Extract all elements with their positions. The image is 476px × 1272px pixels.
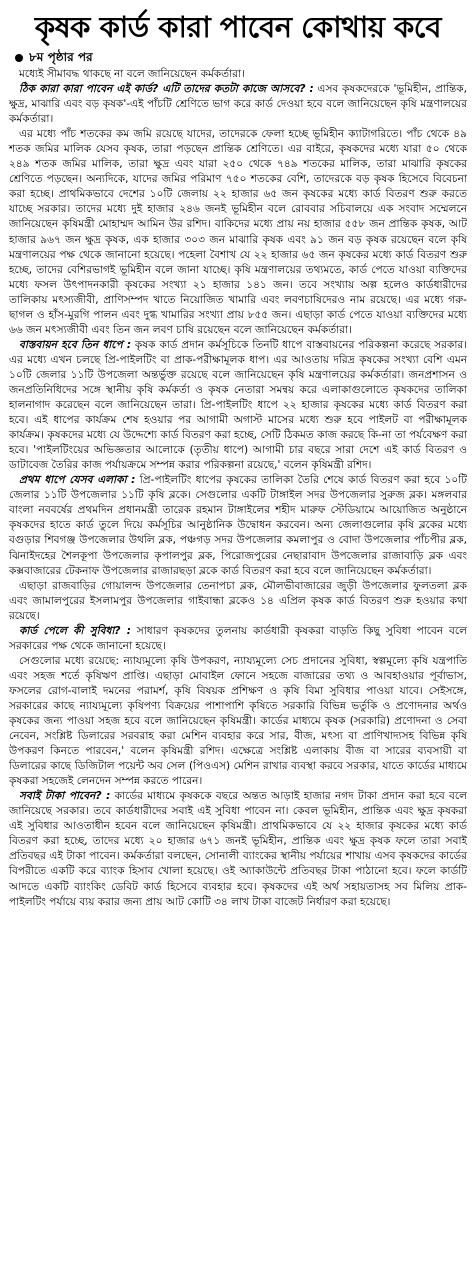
- continued-from-label: ৮ম পৃষ্ঠার পর: [29, 50, 93, 64]
- paragraph-text: এছাড়া রাজবাড়ির গোয়ালন্দ উপজেলার তেনাপচা ব্লক, মৌলভীবাজারের জুড়ী উপজেলার ফুলতলা ব্লক এবং জামালপুরের ইসলামপুর উপজেলার গাইবান্ধা ব্লকেও ১৪ এপ্রিল কৃষক কার্ড বিতরণ শুরু হওয়ার কথা রয়েছে।: [9, 579, 467, 622]
- paragraph: [9, 338, 467, 473]
- paragraph-text: সাধারণ কৃষকদের তুলনায় কার্ডধারী কৃষকরা বাড়তি কিছু সুবিধা পাবেন বলে সরকারের পক্ষ থেকে জানানো হয়েছে।: [9, 624, 468, 652]
- section-heading: কার্ড পেলে কী সুবিধা? :: [19, 624, 131, 637]
- section-heading: ঠিক কারা কারা পাবেন এই কার্ড? এটি তাদের কতটা কাজে আসবে? :: [19, 83, 314, 96]
- section-heading: প্রথম ধাপে যেসব এলাকা :: [19, 474, 136, 487]
- intro-paragraph: [9, 67, 467, 82]
- paragraph: [9, 127, 467, 338]
- paragraph-text: এসব কৃষকদেরকে 'ভূমিহীন, প্রান্তিক, ক্ষুদ্র, মাঝারি এবং বড় কৃষক'-এই পাঁচটি শ্রেণিতে ভাগ করে কার্ড দেওয়া হবে বলে জানিয়েছেন কৃষি মন্ত্রণালয়ের কর্মকর্তারা।: [9, 83, 467, 126]
- paragraph-text: প্রি-পাইলটিং ধাপের কৃষকের তালিকা তৈরি শেষে কার্ড বিতরণ করা হবে ১০টি জেলার ১১টি উপজেলার ১১টি কৃষি ব্লকে। সেগুলোর একটি টাঙ্গাইল সদর উপজেলার সুরুজ ব্লক। মঙ্গলবার বাংলা নববর্ষের প্রথমদিন প্রধানমন্ত্রী তারেক রহমান টাঙ্গাইলের শহীদ মারুফ স্টেডিয়ামে আয়োজিত অনুষ্ঠানে কৃষকদের হাতে কার্ড তুলে দিয়ে কর্মসূচির আনুষ্ঠানিক উদ্বোধন করবেন। অন্য জেলাগুলোর কৃষি ব্লকের মধ্যে বগুড়ার শিবগঞ্জ উপজেলার উথলি ব্লক, পঞ্চগড় সদর উপজেলার কমলাপুর ও বোদা উপজেলার পাঁচপীর ব্লক, ঝিনাইদহের শৈলকূপা উপজেলার কৃপালপুর ব্লক, পিরোজপুরের নেছারাবাদ উপজেলার রাজাবাড়ি ব্লক এবং কক্সবাজারের টেকনাফ উপজেলার রাজারছড়া ব্লকে কার্ড বিতরণ করা হবে বলে জানিয়েছেন কর্মকর্তারা।: [9, 474, 468, 577]
- article-headline: কৃষক কার্ড কারা পাবেন কোথায় কবে: [34, 10, 442, 44]
- paragraph: [9, 473, 467, 578]
- paragraph-text: এর মধ্যে পাঁচ শতকের কম জমি রয়েছে যাদের, তাদেরকে ফেলা হচ্ছে ভূমিহীন ক্যাটাগরিতে। পাঁচ থেকে ৪৯ শতক জমির মালিক যেসব কৃষক, তারা পড়ছেন প্রান্তিক শ্রেণিতে। এর বাইরে, কৃষকদের মধ্যে যারা ৫০ থেকে ২৪৯ শতক জমির মালিক, তারা ক্ষুদ্র এবং যারা ২৫০ থেকে ৭৪৯ শতকের মালিক, তারা মাঝারি কৃষকের শ্রেণিতে পড়ছেন। অন্যদিকে, যাদের জমির পরিমাণ ৭৫০ শতকের বেশি, তাদেরকে বড় কৃষক হিসেবে বিবেচনা করা হচ্ছে। প্রাথমিকভাবে দেশের ১০টি জেলায় ২২ হাজার ৬৫ জন কৃষকের মধ্যে কার্ড বিতরণ শুরু করতে যাচ্ছে সরকার। তাদের মধ্যে দুই হাজার ২৪৬ জনই ভূমিহীন বলে রোববার সচিবালয়ে এক সংবাদ সম্মেলনে জানিয়েছেন কৃষিমন্ত্রী মোহাম্মদ আমিন উর রশিদ। বাকিদের মধ্যে প্রায় নয় হাজার ৫৫৮ জন প্রান্তিক কৃষক, আট হাজার ৯৬৭ জন ক্ষুদ্র কৃষক, এক হাজার ৩০৩ জন মাঝারি কৃষক এবং ৯১ জন বড় কৃষক রয়েছেন বলে কৃষি মন্ত্রণালয়ের পক্ষ থেকে জানানো হয়েছে। পহেলা বৈশাখ যে ২২ হাজার ৬৫ জন কৃষকের মধ্যে কার্ড বিতরণ শুরু হচ্ছে, তাদের বেশিরভাগই ভূমিহীন বলে জানা যাচ্ছে। কৃষি মন্ত্রণালয়ের তথ্যমতে, কার্ড পেতে যাওয়া ব্যক্তিদের মধ্যে ফসল উৎপাদনকারী কৃষকের সংখ্যা ২১ হাজার ১৪১ জন। তবে সংখ্যায় অল্প হলেও কার্ডধারীদের তালিকায় মৎস্যজীবী, প্রাণিসম্পদ খাতে নিয়োজিত খামারি এবং লবণচাষিদেরও নাম রয়েছে। এর মধ্যে গরু-ছাগল ও হাঁস-মুরগি পালন এবং দুগ্ধ খামারির সংখ্যা প্রায় ৮৫৫ জন। এছাড়া কার্ড পেতে যাওয়া ব্যক্তিদের মধ্যে ৬৬ জন মৎস্যজীবী এবং তিন জন লবণ চাষি রয়েছেন বলে জানিয়েছেন কর্মকর্তারা।: [9, 128, 467, 336]
- continuation-note: [15, 50, 467, 65]
- intro-text: মধ্যেই সীমাবদ্ধ থাকছে না বলে জানিয়েছেন কর্মকর্তারা।: [19, 68, 245, 80]
- section-heading: বাস্তবায়ন হবে তিন ধাপে :: [19, 338, 132, 351]
- paragraph: [9, 789, 467, 909]
- paragraph-text: সেগুলোর মধ্যে রয়েছে: ন্যায্যমূল্যে কৃষি উপকরণ, ন্যায্যমূল্যে সেচ প্রদানের সুবিধা, স্বল্পমূল্যে কৃষি যন্ত্রপাতি এবং সহজ শর্তে কৃষিঋণ প্রাপ্তি। এছাড়া মোবাইল ফোনে সহজে বাজারের তথ্য ও আবহাওয়ার পূর্বাভাস, ফসলের রোগ-বালাই দমনের পরামর্শ, কৃষি বিষয়ক প্রশিক্ষণ ও কৃষি বিমা সুবিধার পাওয়া যাবে। সেইসঙ্গে, সরকারের কাছে ন্যায্যমূল্যে কৃষিপণ্য বিক্রয়ের পাশাপাশি কৃষিতে সরকারি বিভিন্ন ভর্তুকি ও প্রণোদনার অর্থও কৃষকের জন্য পাওয়া সহজ হবে বলে জানিয়েছেন কৃষিমন্ত্রী। কার্ডের মাধ্যমে কৃষক (সরকারি) প্রণোদনা ও সেবা নেবেন, সংশ্লিষ্ট ডিলারের সরবরাহ করা মেশিন ব্যবহার করে সার, বীজ, মৎস্য বা প্রাণিখাদ্যসহ বিভিন্ন কৃষি উপকরণ কিনতে পারবেন,' বলেন কৃষিমন্ত্রী রশিদ। এক্ষেত্রে সংশ্লিষ্ট এলাকায় বীজ বা সারের ব্যবসায়ী বা ডিলারের কাছে ডিজিটাল পয়েন্ট অব সেল (পিওএস) মেশিন রাখার ব্যবস্থা করবে সরকার, যাতে কার্ডের মাধ্যমে কৃষকরা সহজেই লেনদেন সম্পন্ন করতে পারেন।: [9, 654, 467, 788]
- paragraph: [9, 624, 467, 654]
- article-body: [9, 67, 467, 910]
- paragraph-text: কার্ডের মাধ্যমে কৃষককে বছরে অন্তত আড়াই হাজার নগদ টাকা প্রদান করা হবে বলে জানিয়েছে সরকার। তবে কার্ডধারীদের সবাই এই সুবিধা পাবেন না। কেবল ভূমিহীন, প্রান্তিক এবং ক্ষুদ্র কৃষকরা এই সুবিধার আওতাধীন হবেন বলে জানিয়েছেন কৃষিমন্ত্রী। প্রাথমিকভাবে যে ২২ হাজার কৃষকের মধ্যে কার্ড বিতরণ করা হচ্ছে, তাদের মধ্যে ২০ হাজার ৬৭১ জনই ভূমিহীন, প্রান্তিক এবং ক্ষুদ্র কৃষক ফলে তারা সবাই প্রতিবছর এই টাকা পাবেন। কর্মকর্তারা বলছেন, সোনালী ব্যাংকের স্থানীয় পর্যায়ের শাখায় এসব কৃষকদের কার্ডের বিপরীতে একটি করে ব্যাংক হিসাব খোলা হয়েছে। ওই অ্যাকাউন্টে প্রতিবছর টাকা পাঠানো হবে। ফলে কার্ডটি আদতে একটি ব্যাংকিং ডেবিট কার্ড হিসেবে ব্যবহার হবে। কৃষকদের এই অর্থ সহায়তাসহ সব মিলিয় প্রাক-পাইলটিং পর্যায়ে ব্যয় করার জন্য প্রায় আট কোটি ৩৪ লাখ টাকা বাজেট নির্ধারণ করা হয়েছে।: [9, 790, 467, 908]
- paragraph: [9, 82, 467, 127]
- section-heading: সবাই টাকা পাবেন? :: [19, 790, 111, 803]
- paragraph: [9, 654, 467, 789]
- paragraph-text: কৃষক কার্ড প্রদান কর্মসূচিকে তিনটি ধাপে বাস্তবায়নের পরিকল্পনা করেছে সরকার। এর মধ্যে এখন চলছে প্রি-পাইলটিং বা প্রাক-পরীক্ষামূলক ধাপ। এর আওতায় দরিদ্র কৃষকের সংখ্যা বেশি এমন ১০টি জেলার ১১টি উপজেলা অন্তর্ভুক্ত রয়েছে বলে জানিয়েছেন কৃষি মন্ত্রণালয়ের কর্মকর্তারা। জনপ্রশাসন ও জনপ্রতিনিধিদের সঙ্গে স্থানীয় কৃষি কর্মকর্তা ও কৃষক নেতারা সমন্বয় করে এলাকাগুলোতে কৃষকদের তালিকা হালনাগাদ করেছেন বলে জানিয়েছেন তারা। প্রি-পাইলটিং ধাপে ২২ হাজার কৃষকের মধ্যে কার্ড বিতরণ করা হবে। এই ধাপের কার্যক্রম শেষ হওয়ার পর আগামী অগাস্ট মাসের মধ্যে শুরু হবে পাইলট বা পরীক্ষামূলক কার্যক্রম। কৃষকদের মধ্যে যে উদ্দেশ্যে কার্ড বিতরণ করা হচ্ছে, সেটি ঠিকমত কাজ করছে কি-না তা পর্যবেক্ষণ করা হবে। 'পাইলটিংয়ের অভিজ্ঞতার আলোকে (তৃতীয় ধাপে) আগামী চার বছরে সারা দেশে এই কার্ড বিতরণ ও ডাটাবেজ তৈরির কাজ পর্যায়ক্রমে সম্পন্ন করার পরিকল্পনা রয়েছে,' বলেন কৃষিমন্ত্রী রশিদ।: [9, 338, 467, 472]
- bullet-icon: [15, 54, 23, 62]
- paragraph: [9, 579, 467, 624]
